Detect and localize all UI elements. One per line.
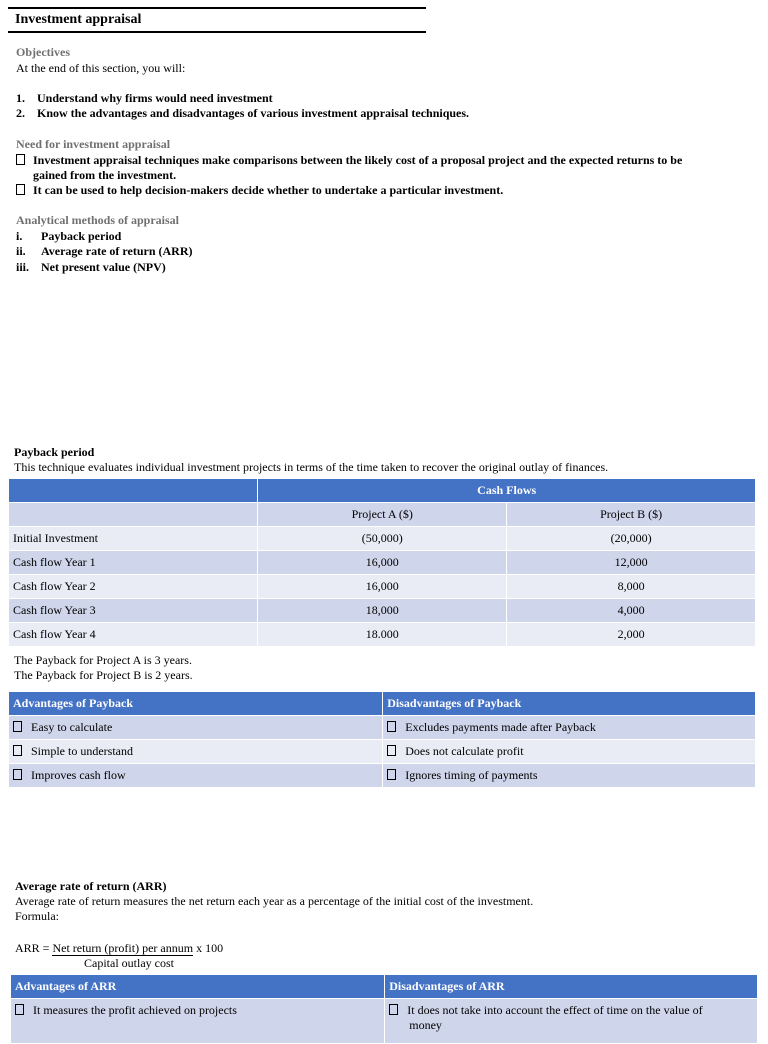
advantage-text: Improves cash flow: [31, 768, 126, 782]
objective-text: Know the advantages and disadvantages of various investment appraisal techniques.: [37, 106, 470, 120]
payback-description: This technique evaluates individual investment projects in terms of the time taken to recover the original outlay of finances.: [14, 460, 609, 474]
formula-label: Formula:: [15, 909, 59, 923]
arr-pros-cons-table: [11, 975, 758, 1044]
project-b-value: (20,000): [507, 527, 756, 551]
disadvantage-cell: [383, 740, 756, 764]
advantage-cell: [9, 740, 383, 764]
methods-heading: Analytical methods of appraisal: [16, 213, 180, 227]
table-row: [9, 503, 756, 527]
arr-description: Average rate of return measures the net return each year as a percentage of the initial cost of the investment.: [15, 894, 534, 908]
advantage-text: It measures the profit achieved on projects: [33, 1003, 237, 1017]
advantage-text: Easy to calculate: [31, 720, 113, 734]
payback-result-a: The Payback for Project A is 3 years.: [14, 653, 192, 667]
row-label: Initial Investment: [9, 527, 258, 551]
disadvantages-header: Disadvantages of ARR: [385, 975, 758, 999]
need-heading: Need for investment appraisal: [16, 137, 171, 151]
method-number: ii.: [16, 244, 26, 258]
advantage-cell: [9, 764, 383, 788]
objectives-heading: Objectives: [16, 45, 70, 59]
project-b-value: 2,000: [507, 623, 756, 647]
advantage-text: Simple to understand: [31, 744, 133, 758]
objectives-intro: At the end of this section, you will:: [16, 61, 186, 75]
table-row: [9, 740, 756, 764]
cash-flows-header: Cash Flows: [258, 479, 756, 503]
arr-heading: Average rate of return (ARR): [15, 879, 167, 893]
method-text: Payback period: [41, 229, 122, 243]
objective-item: [16, 106, 470, 121]
objective-text: Understand why firms would need investment: [37, 91, 273, 105]
checkbox-bullet-icon: [16, 184, 25, 195]
advantage-cell: [9, 716, 383, 740]
table-header-row: [9, 479, 756, 503]
document-title: Investment appraisal: [15, 12, 142, 27]
project-b-value: 8,000: [507, 575, 756, 599]
need-bullet-text-cont: gained from the investment.: [33, 168, 177, 182]
table-row: [9, 527, 756, 551]
method-number: i.: [16, 229, 23, 243]
objective-number: 1.: [16, 91, 25, 105]
payback-heading: Payback period: [14, 445, 95, 459]
table-header-row: [11, 975, 758, 999]
row-label: Cash flow Year 4: [9, 623, 258, 647]
row-label: Cash flow Year 3: [9, 599, 258, 623]
disadvantage-cell: [385, 999, 758, 1044]
disadvantages-header: Disadvantages of Payback: [383, 692, 756, 716]
project-a-value: 18,000: [258, 599, 507, 623]
checkbox-bullet-icon: [387, 769, 396, 780]
project-a-value: 18.000: [258, 623, 507, 647]
row-label: Cash flow Year 2: [9, 575, 258, 599]
method-item: [16, 229, 122, 244]
checkbox-bullet-icon: [387, 745, 396, 756]
formula-denominator: Capital outlay cost: [84, 956, 174, 970]
disadvantage-text: It does not take into account the effect of time on the value of: [407, 1003, 703, 1017]
table-cell: [9, 503, 258, 527]
project-b-header: Project B ($): [507, 503, 756, 527]
method-text: Net present value (NPV): [41, 260, 166, 274]
checkbox-bullet-icon: [13, 769, 22, 780]
need-bullet-text: Investment appraisal techniques make comparisons between the likely cost of a proposal project and the expected returns to be: [33, 153, 683, 167]
checkbox-bullet-icon: [16, 154, 25, 165]
table-row: [9, 716, 756, 740]
advantages-header: Advantages of ARR: [11, 975, 385, 999]
project-a-header: Project A ($): [258, 503, 507, 527]
checkbox-bullet-icon: [389, 1004, 398, 1015]
advantage-cell: [11, 999, 385, 1044]
disadvantage-text-cont: money: [409, 1018, 442, 1032]
checkbox-bullet-icon: [387, 721, 396, 732]
formula-multiplier: x 100: [196, 941, 224, 955]
checkbox-bullet-icon: [15, 1004, 24, 1015]
disadvantage-text: Excludes payments made after Payback: [405, 720, 596, 734]
disadvantage-cell: [383, 764, 756, 788]
payback-result-b: The Payback for Project B is 2 years.: [14, 668, 193, 682]
payback-pros-cons-table: [9, 692, 756, 788]
cash-flow-table: [9, 479, 756, 647]
project-b-value: 4,000: [507, 599, 756, 623]
disadvantage-cell: [383, 716, 756, 740]
checkbox-bullet-icon: [13, 721, 22, 732]
disadvantage-text: Ignores timing of payments: [405, 768, 538, 782]
method-number: iii.: [16, 260, 30, 274]
table-row: [9, 623, 756, 647]
checkbox-bullet-icon: [13, 745, 22, 756]
method-item: [16, 244, 193, 259]
need-bullet: [16, 183, 504, 198]
project-a-value: 16,000: [258, 575, 507, 599]
table-row: [9, 764, 756, 788]
table-row: [9, 575, 756, 599]
table-row: [9, 599, 756, 623]
need-bullet-text: It can be used to help decision-makers decide whether to undertake a particular investment.: [33, 183, 504, 197]
table-row: [9, 551, 756, 575]
objective-item: [16, 91, 273, 106]
table-row: [11, 999, 758, 1044]
row-label: Cash flow Year 1: [9, 551, 258, 575]
formula-lhs: ARR =: [15, 941, 50, 955]
project-b-value: 12,000: [507, 551, 756, 575]
advantages-header: Advantages of Payback: [9, 692, 383, 716]
disadvantage-text: Does not calculate profit: [405, 744, 524, 758]
formula-numerator: Net return (profit) per annum: [52, 941, 194, 955]
objective-number: 2.: [16, 106, 25, 120]
need-bullet: [16, 153, 683, 168]
arr-formula: [15, 941, 223, 956]
project-a-value: 16,000: [258, 551, 507, 575]
method-text: Average rate of return (ARR): [41, 244, 193, 258]
table-header-cell: [9, 479, 258, 503]
table-header-row: [9, 692, 756, 716]
project-a-value: (50,000): [258, 527, 507, 551]
document-title-box: [8, 7, 426, 33]
method-item: [16, 260, 166, 275]
